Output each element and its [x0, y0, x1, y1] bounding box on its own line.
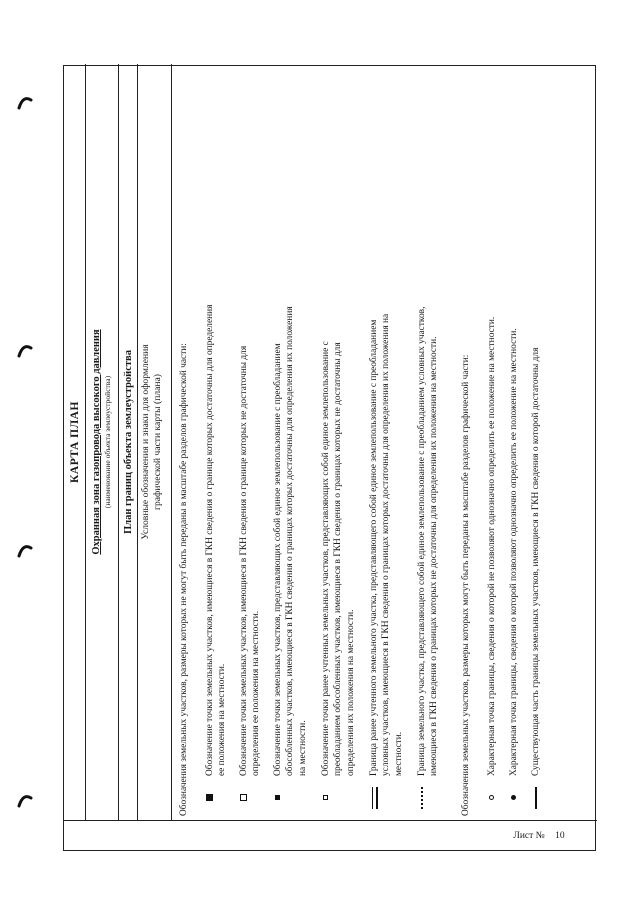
object-name-row [86, 64, 119, 820]
legend-body [172, 64, 597, 820]
legend-entry: Граница земельного участка, представляющего собой единое землепользование с преобладанием условных участков, имеющиеся в ГКН сведения о границах которых не достаточны для определения их положения на местности. [416, 70, 441, 810]
legend-heading [138, 64, 172, 820]
legend-entry: Характерная точка границы, сведения о которой позволяют однозначно определить ее положение на местности. [508, 70, 520, 810]
object-name-caption: (наименование объекта землеустройства) [102, 375, 112, 509]
double-line-icon [372, 787, 378, 809]
outline-circle-icon [489, 796, 494, 801]
legend-entry: Обозначение точки земельных участков, имеющиеся в ГКН сведения о границе которых достаточны для определения ее положения на местности. [204, 70, 229, 810]
small-outline-square-icon [323, 796, 328, 801]
legend-section-heading: Обозначения земельных участков, размеры которых могут быть переданы в масштабе разделов графической части: [461, 354, 471, 816]
document-sheet [63, 65, 596, 851]
punch-hole-mark [14, 540, 36, 564]
object-name: Охранная зона газопровода высокого давления [91, 329, 102, 555]
map-plan-form [63, 65, 596, 851]
filled-square-icon [206, 795, 213, 802]
plan-heading: План границ объекта землеустройства [119, 64, 138, 820]
form-content [64, 64, 597, 820]
dotted-line-icon [421, 787, 423, 809]
legend-entry: Обозначение точки земельных участков, представляющих собой единое землепользование с преобладанием обособленных участков, имеющиеся в ГКН сведения о границах которых достаточны для определения их положения на местности. [272, 70, 309, 810]
small-filled-square-icon [275, 796, 280, 801]
sheet-number-cell [64, 820, 597, 850]
thick-line-icon [535, 787, 537, 809]
form-title: КАРТА ПЛАН [64, 64, 86, 820]
punch-hole-mark [14, 790, 36, 814]
legend-heading-line1: Условные обозначения и знаки для оформления [140, 344, 151, 540]
filled-circle-icon [511, 796, 516, 801]
sheet-number-label [509, 830, 569, 846]
legend-entry: Существующая часть границы земельных участков, имеющиеся в ГКН сведения о которой достаточны для [530, 70, 542, 810]
legend-entry: Обозначение точки ранее учтенных земельных участков, представляющих собой единое землепользование с преобладанием обособленных участков, имеющиеся в ГКН сведения о границах которых не достаточны для определения их положения на местности. [320, 70, 357, 810]
outline-square-icon [240, 795, 247, 802]
legend-section-heading: Обозначения земельных участков, размеры которых не могут быть переданы в масштабе разделов графической части: [179, 343, 189, 816]
legend-entry: Обозначение точки земельных участков, имеющиеся в ГКН сведения о границе которых не достаточны для определения ее положения на местности. [238, 70, 263, 810]
sheet-number: 10 [555, 831, 565, 841]
sheet-label: Лист № [513, 831, 545, 841]
legend-entry: Граница ранее учтенного земельного участка, представляющего собой единое землепользование с преобладанием условных участков, имеющиеся в ГКН сведения о границах которых достаточны для определения их положения на местности. [368, 70, 405, 810]
punch-hole-mark [14, 340, 36, 364]
legend-heading-line2: графической части карты (плана) [152, 374, 164, 510]
punch-hole-mark [14, 92, 36, 116]
legend-entry: Характерная точка границы, сведения о которой не позволяют однозначно определить ее положение на местности. [486, 70, 498, 810]
